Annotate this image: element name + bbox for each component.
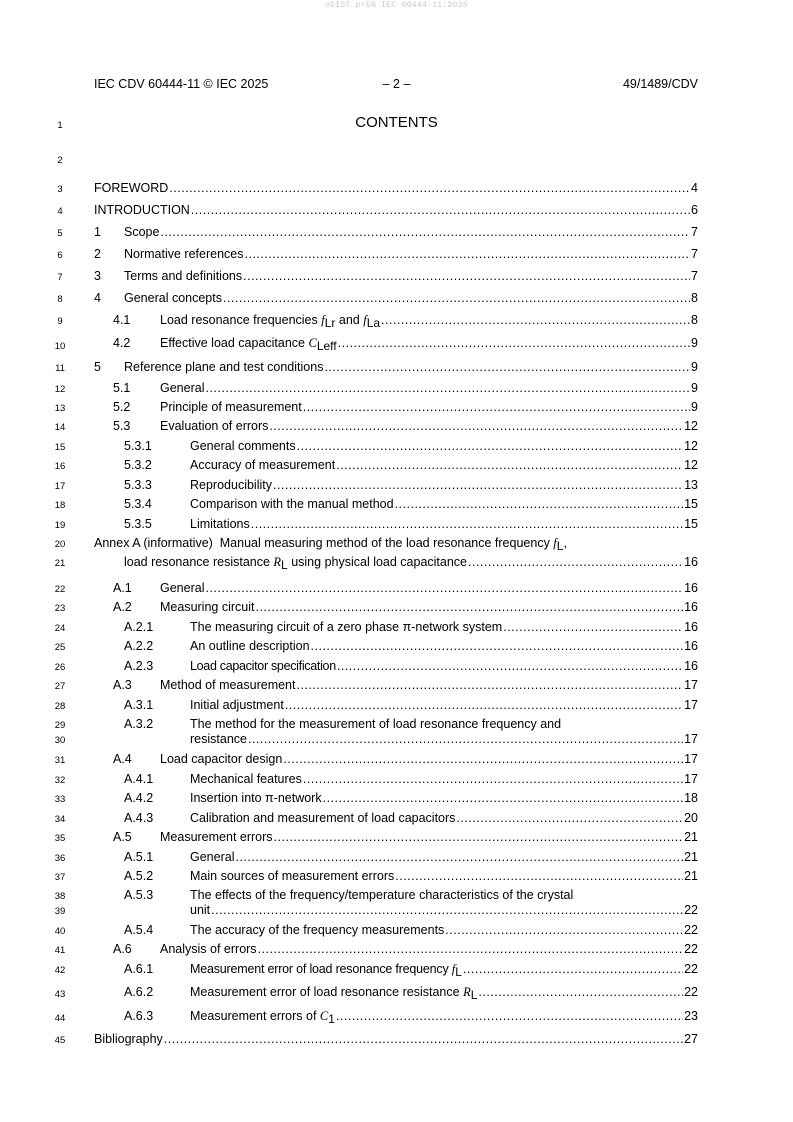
dot-leader [297,439,683,453]
toc-page: 22 [684,985,698,999]
toc-page: 15 [684,497,698,511]
toc-title: Reproducibility [190,478,272,492]
toc-entry-a-5-3-cont[interactable] [190,903,698,917]
toc-page: 17 [684,678,698,692]
line-number: 17 [54,481,66,492]
dot-leader [395,869,683,883]
dot-leader [336,458,683,472]
toc-number: A.1 [113,581,132,595]
toc-number: 4.1 [113,313,131,327]
toc-number: A.4.2 [124,791,154,805]
toc-entry-annex-a[interactable] [94,536,567,553]
dot-leader [269,419,683,433]
toc-entry-a-4[interactable] [113,752,698,766]
toc-entry-a-5-3[interactable] [124,888,573,902]
toc-number: A.5.2 [124,869,154,883]
line-number: 33 [54,794,66,805]
toc-number: A.3.2 [124,717,154,731]
dot-leader [337,659,683,673]
toc-page: 17 [684,772,698,786]
dot-leader [164,1032,683,1046]
toc-title: General [160,381,205,395]
line-number: 18 [54,500,66,511]
toc-entry-4-2[interactable] [113,336,698,353]
line-number: 12 [54,384,66,395]
toc-number: A.6.3 [124,1009,154,1023]
toc-title: Reference plane and test conditions [124,360,324,374]
toc-entry-a-2-2[interactable] [124,639,698,653]
toc-page: 22 [684,962,698,976]
toc-entry-5[interactable] [94,360,698,374]
toc-entry-a-1[interactable] [113,581,698,595]
line-number: 28 [54,701,66,712]
dot-leader [503,620,683,634]
toc-number: A.2.1 [124,620,154,634]
toc-page: 9 [691,400,698,414]
toc-title: Measurement error of load resonance frequency fL [190,962,462,979]
line-number: 34 [54,814,66,825]
line-number: 15 [54,442,66,453]
line-number: 29 [54,720,66,731]
dot-leader [255,600,683,614]
line-number: 23 [54,603,66,614]
dot-leader [258,942,684,956]
toc-title: Measurement error of load resonance resistance RL [190,985,478,1002]
toc-entry-a-5[interactable] [113,830,698,844]
line-number: 31 [54,755,66,766]
toc-number: A.2.3 [124,659,154,673]
toc-page: 22 [684,903,698,917]
line-number: 25 [54,642,66,653]
dot-leader [160,225,690,239]
toc-entry-5-3-5[interactable] [124,517,698,531]
dot-leader [381,313,690,327]
toc-number: 5.2 [113,400,131,414]
subscript: L [556,539,564,553]
dot-leader [478,985,683,999]
toc-page: 13 [684,478,698,492]
toc-page: 16 [684,555,698,569]
toc-entry-5-3-1[interactable] [124,439,698,453]
symbol-f: f [553,536,557,550]
toc-page: 16 [684,581,698,595]
toc-number: 5.3.2 [124,458,152,472]
toc-entry-a-2-1[interactable] [124,620,698,634]
toc-entry-a-2-3[interactable] [124,659,698,673]
toc-number: 4 [94,291,101,305]
toc-title: Normative references [124,247,244,261]
toc-page: 23 [684,1009,698,1023]
toc-title: Bibliography [94,1032,163,1046]
line-number: 36 [54,853,66,864]
toc-entry-a-5-2[interactable] [124,869,698,883]
toc-entry-introduction[interactable] [94,203,698,217]
dot-leader [463,962,683,976]
toc-title: General concepts [124,291,222,305]
toc-page: 22 [684,923,698,937]
line-number: 37 [54,872,66,883]
toc-entry-a-6[interactable] [113,942,698,956]
toc-entry-5-2[interactable] [113,400,698,414]
line-number: 43 [54,989,66,1000]
dot-leader [456,811,683,825]
toc-page: 21 [684,850,698,864]
toc-number: 5.1 [113,381,131,395]
toc-number: A.6.2 [124,985,154,999]
line-number: 38 [54,891,66,902]
toc-page: 21 [684,869,698,883]
toc-title: General comments [190,439,296,453]
toc-title: Measurement errors [160,830,273,844]
line-number: 3 [57,184,63,195]
dot-leader [274,830,684,844]
dot-leader [338,336,690,350]
toc-number: 5.3.5 [124,517,152,531]
toc-entry-a-6-1[interactable] [124,962,698,979]
toc-number: 4.2 [113,336,131,350]
dot-leader [336,1009,683,1023]
dot-leader [311,639,684,653]
dot-leader [223,291,690,305]
toc-number: 5 [94,360,101,374]
toc-page: 16 [684,659,698,673]
toc-title: Method of measurement [160,678,296,692]
line-number: 1 [57,120,63,131]
dot-leader [205,581,683,595]
line-number: 7 [57,272,63,283]
line-number: 14 [54,422,66,433]
toc-entry-2[interactable] [94,247,698,261]
dot-leader [251,517,683,531]
toc-page: 16 [684,600,698,614]
toc-number: A.4.3 [124,811,154,825]
comma: , [563,536,567,550]
watermark: oSIST prEN IEC 60444-11:2025 [325,1,468,10]
line-number: 40 [54,926,66,937]
dot-leader [191,203,690,217]
toc-page: 12 [684,419,698,433]
toc-page: 9 [691,381,698,395]
toc-entry-5-3[interactable] [113,419,698,433]
toc-number: 2 [94,247,101,261]
toc-number: A.4 [113,752,132,766]
dot-leader [283,752,683,766]
line-number: 44 [54,1013,66,1024]
toc-page: 22 [684,942,698,956]
toc-number: A.5.4 [124,923,154,937]
toc-title: The effects of the frequency/temperature characteristics of the crystal [190,888,574,902]
line-number: 35 [54,833,66,844]
toc-title: Measurement errors of C1 [190,1009,335,1026]
toc-entry-a-6-3[interactable] [124,1009,698,1026]
toc-entry-bibliography[interactable] [94,1032,698,1046]
line-number: 6 [57,250,63,261]
line-number: 22 [54,584,66,595]
line-number: 27 [54,681,66,692]
toc-page: 7 [691,269,698,283]
toc-entry-a-4-1[interactable] [124,772,698,786]
toc-entry-5-3-2[interactable] [124,458,698,472]
toc-number: 1 [94,225,101,239]
toc-number: A.3.1 [124,698,154,712]
toc-entry-a-3-2-cont[interactable] [190,732,698,746]
line-number: 42 [54,965,66,976]
toc-number: A.6 [113,942,132,956]
toc-title: unit [190,903,211,917]
toc-page: 4 [691,181,698,195]
toc-page: 16 [684,620,698,634]
page-title: CONTENTS [355,114,438,131]
toc-number: A.4.1 [124,772,154,786]
toc-page: 18 [684,791,698,805]
toc-page: 6 [691,203,698,217]
toc-entry-4-1[interactable] [113,313,698,330]
dot-leader [323,791,683,805]
toc-number: A.5.3 [124,888,154,902]
toc-number: A.2.2 [124,639,154,653]
toc-title: Insertion into π-network [190,791,322,805]
toc-title: The measuring circuit of a zero phase π-network system [190,620,503,634]
toc-title: INTRODUCTION [94,203,190,217]
line-number: 30 [54,735,66,746]
toc-title: Scope [124,225,160,239]
toc-page: 17 [684,698,698,712]
toc-page: 17 [684,752,698,766]
toc-title: Terms and definitions [124,269,243,283]
line-number: 39 [54,906,66,917]
dot-leader [169,181,690,195]
toc-page: 15 [684,517,698,531]
line-number: 8 [57,294,63,305]
dot-leader [303,772,683,786]
toc-title: Initial adjustment [190,698,284,712]
toc-entry-a-5-1[interactable] [124,850,698,864]
toc-title: Principle of measurement [160,400,302,414]
toc-number: A.3 [113,678,132,692]
line-number: 5 [57,228,63,239]
toc-title: The method for the measurement of load resonance frequency and [190,717,562,731]
dot-leader [395,497,684,511]
toc-number: 5.3.4 [124,497,152,511]
toc-title: Mechanical features [190,772,302,786]
toc-entry-5-3-3[interactable] [124,478,698,492]
toc-entry-a-3-1[interactable] [124,698,698,712]
toc-entry-5-1[interactable] [113,381,698,395]
toc-page: 20 [684,811,698,825]
toc-number: A.5 [113,830,132,844]
toc-title: resistance [190,732,247,746]
dot-leader [297,678,684,692]
toc-page: 9 [691,360,698,374]
toc-title: The accuracy of the frequency measurements [190,923,445,937]
toc-title: Main sources of measurement errors [190,869,395,883]
dot-leader [285,698,683,712]
dot-leader [468,555,683,569]
toc-title: FOREWORD [94,181,169,195]
dot-leader [303,400,690,414]
toc-entry-a-4-2[interactable] [124,791,698,805]
toc-number: 3 [94,269,101,283]
toc-title: Limitations [190,517,250,531]
dot-leader [245,247,691,261]
toc-page: 12 [684,458,698,472]
line-number: 32 [54,775,66,786]
toc-page: 8 [691,291,698,305]
toc-entry-a-4-3[interactable] [124,811,698,825]
toc-title: General [190,850,235,864]
line-number: 21 [54,558,66,569]
toc-page: 21 [684,830,698,844]
line-number: 45 [54,1035,66,1046]
line-number: 20 [54,539,66,550]
toc-page: 7 [691,247,698,261]
toc-title: General [160,581,205,595]
toc-title: Comparison with the manual method [190,497,394,511]
toc-number: 5.3.3 [124,478,152,492]
line-number: 10 [54,341,66,352]
dot-leader [445,923,683,937]
dot-leader [324,360,690,374]
toc-entry-4[interactable] [94,291,698,305]
toc-page: 9 [691,336,698,350]
toc-page: 12 [684,439,698,453]
toc-title: Load capacitor design [160,752,283,766]
dot-leader [211,903,683,917]
toc-entry-3[interactable] [94,269,698,283]
dot-leader [235,850,683,864]
line-number: 26 [54,662,66,673]
toc-entry-annex-a-cont[interactable] [124,555,698,572]
page-number: – 2 – [382,77,411,91]
line-number: 4 [57,206,63,217]
toc-title: Analysis of errors [160,942,257,956]
header-right: 49/1489/CDV [622,77,698,91]
toc-title: Effective load capacitance CLeff [160,336,337,353]
toc-number: 5.3 [113,419,131,433]
toc-title: Load capacitor specification [190,659,336,673]
toc-entry-1[interactable] [94,225,698,239]
line-number: 19 [54,520,66,531]
line-number: 41 [54,945,66,956]
line-number: 16 [54,461,66,472]
line-number: 24 [54,623,66,634]
toc-title: load resonance resistance RL using physical load capacitance [124,555,468,572]
header-left: IEC CDV 60444-11 © IEC 2025 [94,77,269,91]
toc-page: 17 [684,732,698,746]
toc-entry-5-3-4[interactable] [124,497,698,511]
toc-number: A.2 [113,600,132,614]
line-number: 11 [55,363,65,374]
dot-leader [243,269,690,283]
toc-title: Accuracy of measurement [190,458,336,472]
line-number: 13 [54,403,66,414]
toc-entry-a-2[interactable] [113,600,698,614]
toc-title: An outline description [190,639,310,653]
toc-page: 8 [691,313,698,327]
toc-page: 16 [684,639,698,653]
dot-leader [273,478,683,492]
line-number: 9 [57,316,63,327]
toc-entry-a-5-4[interactable] [124,923,698,937]
line-number: 2 [57,155,63,166]
dot-leader [205,381,690,395]
toc-page: 27 [684,1032,698,1046]
toc-title: Calibration and measurement of load capacitors [190,811,456,825]
toc-page: 7 [691,225,698,239]
toc-number: A.6.1 [124,962,154,976]
toc-title: Load resonance frequencies fLr and fLa [160,313,381,330]
toc-entry-a-3[interactable] [113,678,698,692]
dot-leader [248,732,683,746]
toc-entry-a-3-2[interactable] [124,717,561,731]
toc-number: 5.3.1 [124,439,152,453]
toc-title: Annex A (informative) Manual measuring method of the load resonance frequency [94,536,554,550]
toc-title: Evaluation of errors [160,419,269,433]
toc-title: Measuring circuit [160,600,255,614]
toc-number: A.5.1 [124,850,154,864]
toc-entry-a-6-2[interactable] [124,985,698,1002]
toc-entry-foreword[interactable] [94,181,698,195]
